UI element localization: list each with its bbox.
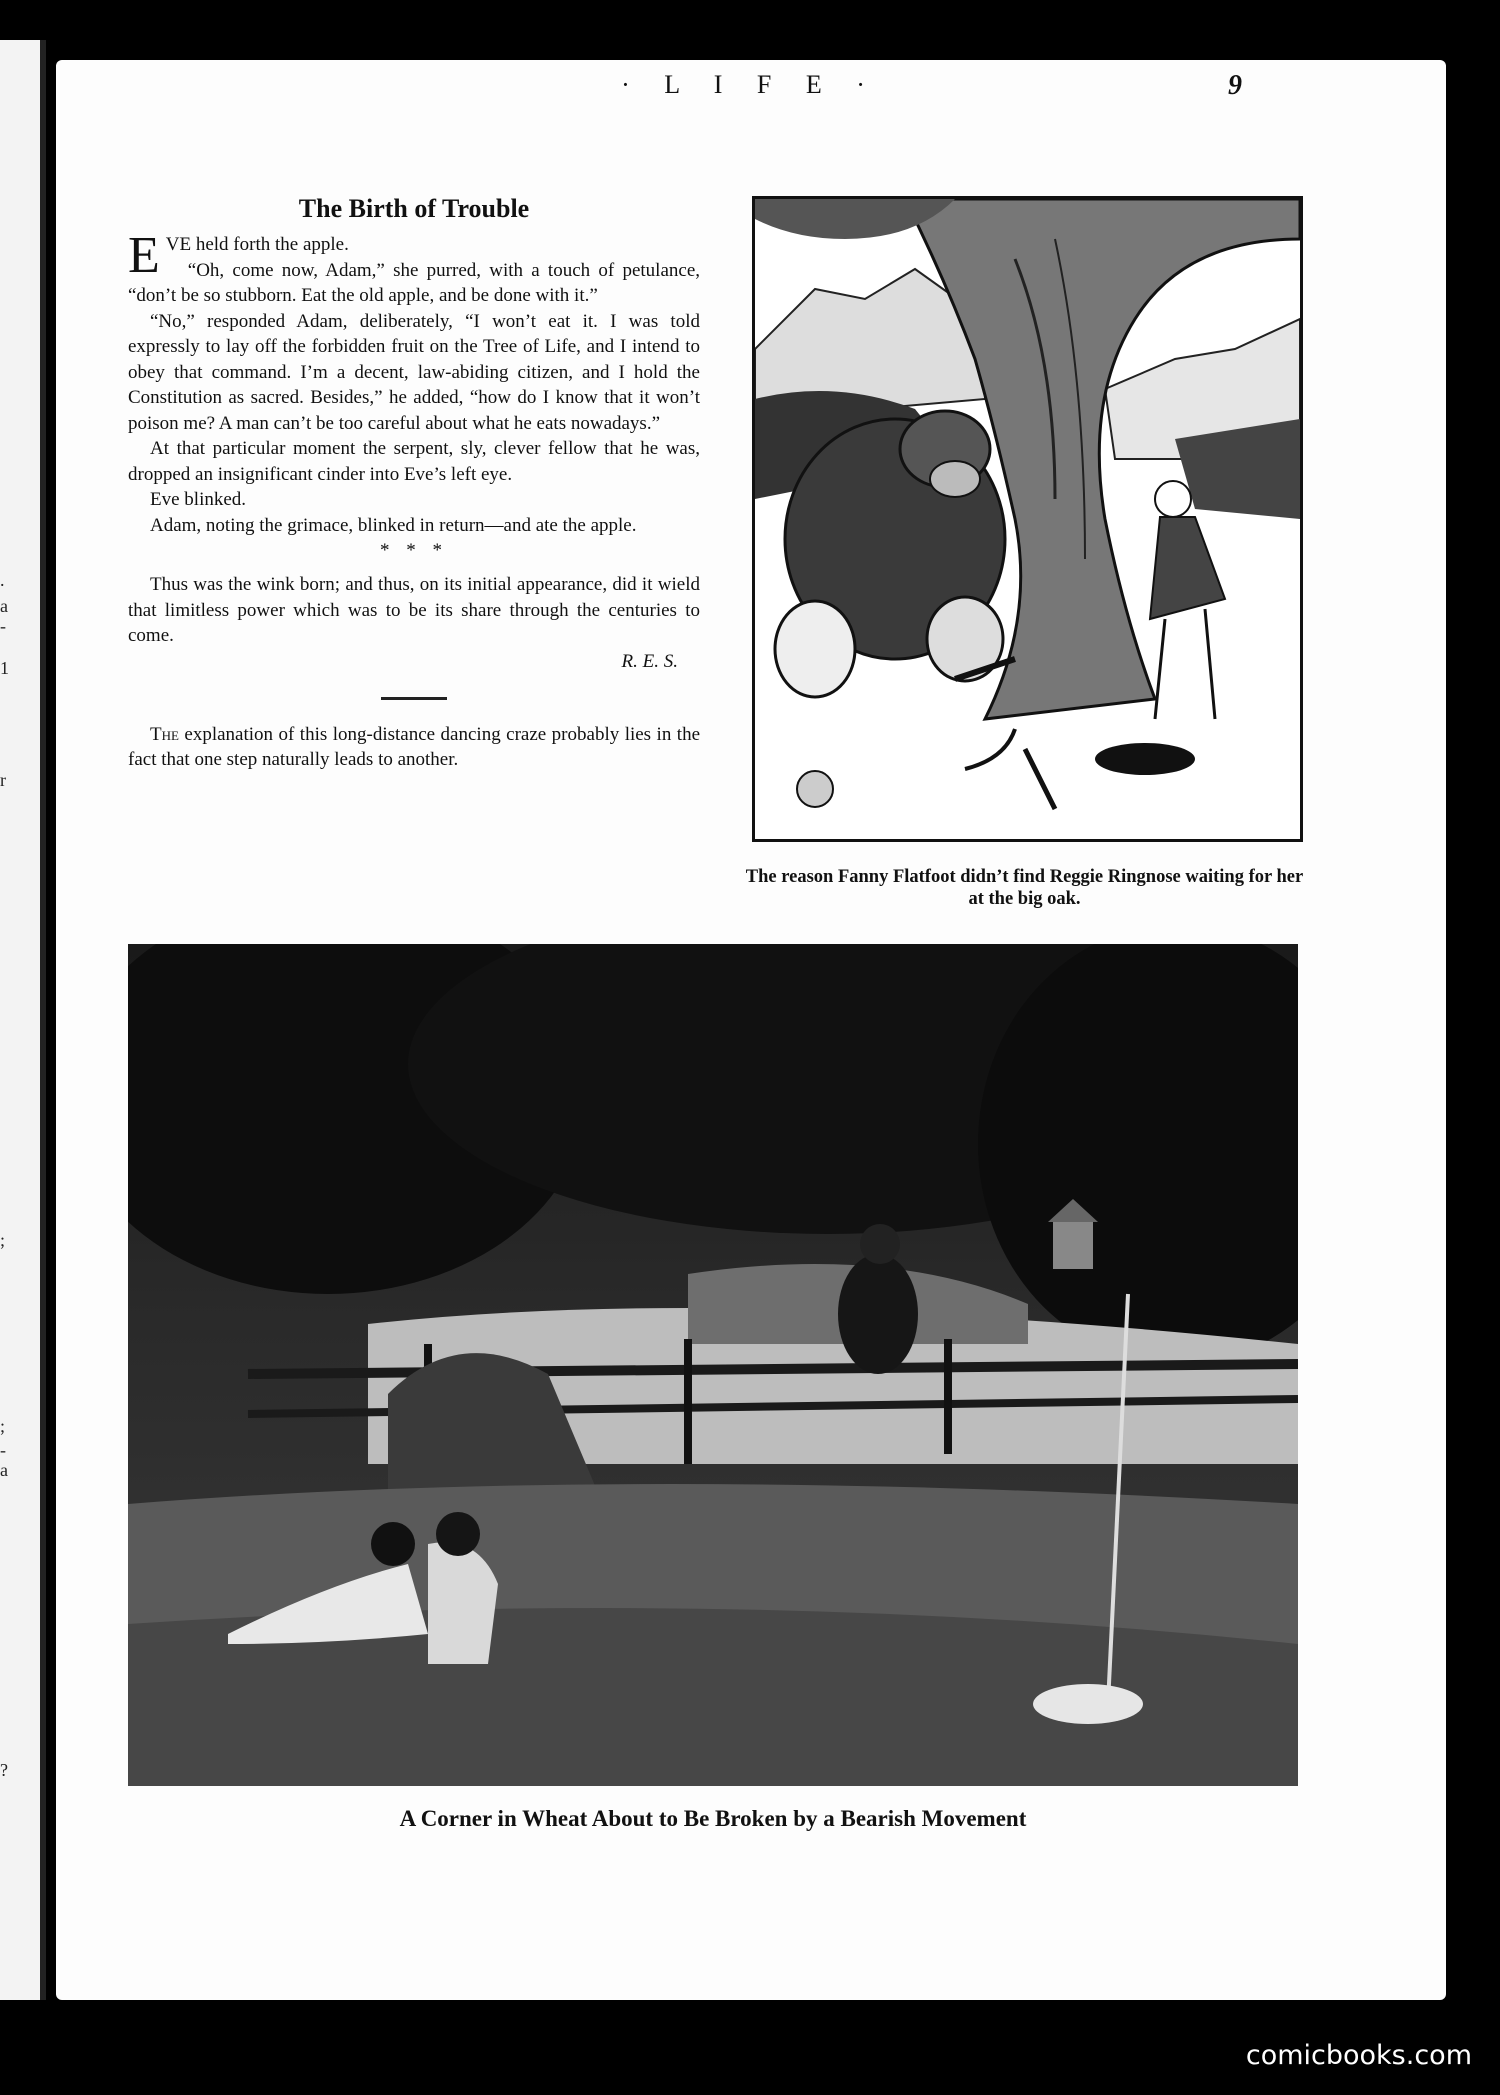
wheat-painting-illustration <box>128 944 1298 1786</box>
article-paragraph: At that particular moment the serpent, sly, clever fellow that he was, dropped an insignificant cinder into Eve’s left eye. <box>128 438 700 485</box>
facing-page-fragment: ; <box>0 1230 6 1250</box>
article-paragraph: Eve blinked. <box>150 489 247 510</box>
article-paragraph: Thus was the wink born; and thus, on its initial appearance, did it wield that limitless power which was to be its share through the centuries to come. <box>128 574 700 646</box>
article-paragraph <box>128 227 700 309</box>
squib-lead: The <box>150 723 179 745</box>
cartoon-caption: The reason Fanny Flatfoot didn’t find Reggie Ringnose waiting for her at the big oak. <box>745 867 1304 909</box>
squib-text: explanation of this long-distance dancing craze probably lies in the fact that one step naturally leads to another. <box>128 723 700 770</box>
drop-cap: E <box>128 227 160 284</box>
article-column <box>128 194 700 773</box>
section-break: * * * <box>380 540 448 561</box>
facing-page-fragment: ; <box>0 1416 6 1436</box>
facing-page-fragment: a <box>0 1460 8 1480</box>
article-paragraph: “No,” responded Adam, deliberately, “I won’t eat it. I was told expressly to lay off the forbidden fruit on the Tree of Life, and I intend to obey that command. I’m a decent, law-abiding citizen, and I hold the Constitution as sacred. Besides,” he added, “how do I know that it won’t poison me? A man can’t be too careful about what he eats nowadays.” <box>128 310 700 434</box>
facing-page-fragment: . <box>0 570 5 590</box>
painting-caption: A Corner in Wheat About to Be Broken by a Bearish Movement <box>399 1806 1027 1831</box>
facing-page-fragment: - <box>0 616 6 636</box>
article-paragraph: Adam, noting the grimace, blinked in return—and ate the apple. <box>150 514 637 536</box>
bear-cartoon-illustration <box>752 196 1303 842</box>
article-text: “Oh, come now, Adam,” she purred, with a touch of petulance, “don’t be so stubborn. Eat the old apple, and be done with it.” <box>128 259 700 306</box>
squib-paragraph <box>128 722 700 773</box>
facing-page-fragment: 1 <box>0 658 9 678</box>
facing-page-fragment: a <box>0 596 8 616</box>
article-title: The Birth of Trouble <box>298 194 530 223</box>
cartoon-drawing <box>755 199 1300 839</box>
facing-page-edge <box>0 40 46 2000</box>
author-signature: R. E. S. <box>621 650 678 672</box>
painting-scene <box>128 944 1298 1786</box>
facing-page-fragment: ? <box>0 1760 8 1780</box>
page-number: 9 <box>1228 70 1242 101</box>
running-head: · L I F E · <box>621 70 879 99</box>
facing-page-fragment: - <box>0 1440 6 1460</box>
divider-rule <box>381 697 447 700</box>
article-text: VE held forth the apple. <box>165 234 349 255</box>
facing-page-fragment: r <box>0 770 6 790</box>
watermark: comicbooks.com <box>1245 2040 1472 2071</box>
